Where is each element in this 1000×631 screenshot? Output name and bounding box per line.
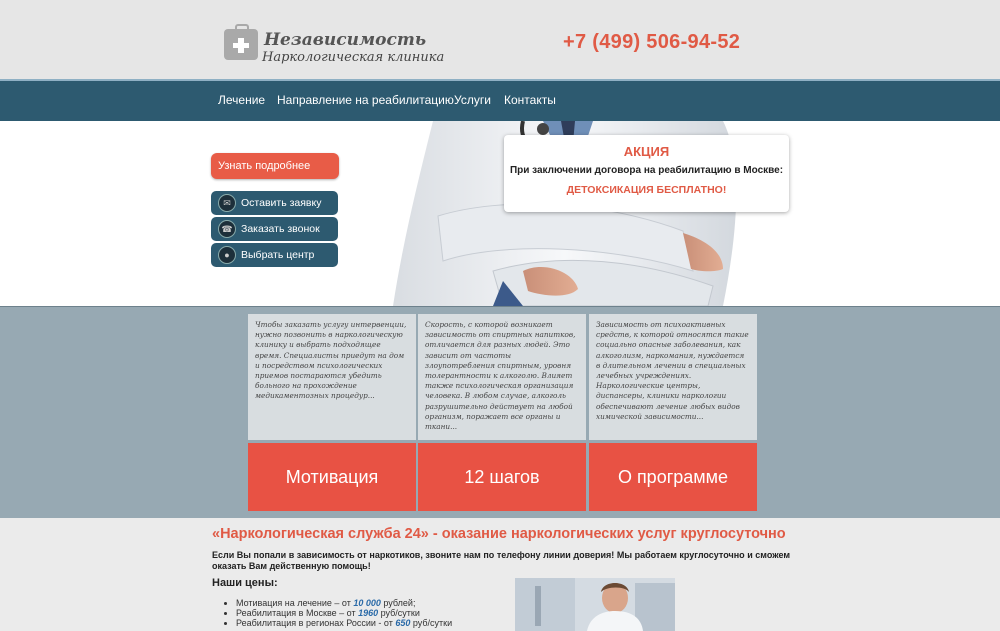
info-card-dependency[interactable]: Зависимость от психоактивных средств, к которой относятся такие социально опасные заболевания, как алкоголизм, наркомания, нуждается в длительном лечении в специальных лечебных учреждениях. Наркологические центры, диспансеры, клиники наркологии обеспечивают лечение любых видов химической зависимости... [589,314,757,440]
price-item: • Реабилитация в Москве – от 1960 руб/сутки [236,608,452,618]
prices-heading: Наши цены: [212,577,278,589]
price-list [236,598,452,628]
info-card-intervention[interactable]: Чтобы заказать услугу интервенции, нужно позвонить в наркологическую клинику и выбрать подходящее время. Специалисты приедут на дом и посредством психологических приемов постараются убедить больного на прохождение медикаментозных процедур... [248,314,416,440]
main-nav [0,79,1000,121]
logo-subtitle: Наркологическая клиника [262,50,445,65]
nav-item-services[interactable]: Услуги [454,93,491,107]
hero-section [0,121,1000,306]
promo-text: При заключении договора на реабилитацию в Москве: [509,165,784,176]
doctor-photo [515,578,675,631]
logo-title[interactable]: Независимость [264,30,427,50]
info-card-alcohol[interactable]: Скорость, с которой возникает зависимость от спиртных напитков, отличается для разных людей. Это зависит от частоты злоупотребления спиртным, уровня толерантности к алкоголю. Влияет также психологическая организация человека. В любом случае, алкоголь разрушительно действует на любой организм, поражает все органы и ткани... [418,314,586,440]
nav-item-contacts[interactable]: Контакты [504,93,556,107]
leave-request-label: Оставить заявку [241,197,322,209]
content-title: «Наркологическая служба 24» - оказание наркологических услуг круглосуточно [212,526,786,542]
site-header [0,0,1000,79]
promo-highlight: ДЕТОКСИКАЦИЯ БЕСПЛАТНО! [566,184,727,196]
map-pin-icon: ● [218,246,236,264]
mail-icon: ✉ [218,194,236,212]
phone-icon: ☎ [218,220,236,238]
order-call-label: Заказать звонок [241,223,320,235]
tile-about-program[interactable]: О программе [589,443,757,511]
choose-center-label: Выбрать центр [241,249,315,261]
tile-12-steps[interactable]: 12 шагов [418,443,586,511]
order-call-button[interactable] [211,217,338,241]
price-item: • Реабилитация в регионах России - от 650 руб/сутки [236,618,452,628]
tile-motivation[interactable]: Мотивация [248,443,416,511]
nav-item-treatment[interactable]: Лечение [218,93,266,107]
choose-center-button[interactable] [211,243,338,267]
phone-number[interactable]: +7 (499) 506-94-52 [563,31,741,53]
promo-box[interactable] [504,135,789,212]
leave-request-button[interactable] [211,191,338,215]
medical-kit-icon[interactable] [224,29,258,60]
price-item: • Мотивация на лечение – от 10 000 рублей; [236,598,452,608]
learn-more-button[interactable]: Узнать подробнее [211,153,339,179]
content-intro: Если Вы попали в зависимость от наркотиков, звоните нам по телефону линии доверия! Мы работаем круглосуточно и сможем оказать Вам действенную помощь! [212,550,790,571]
nav-item-rehab-referral[interactable]: Направление на реабилитацию [277,93,454,107]
promo-title: АКЦИЯ [623,144,670,159]
